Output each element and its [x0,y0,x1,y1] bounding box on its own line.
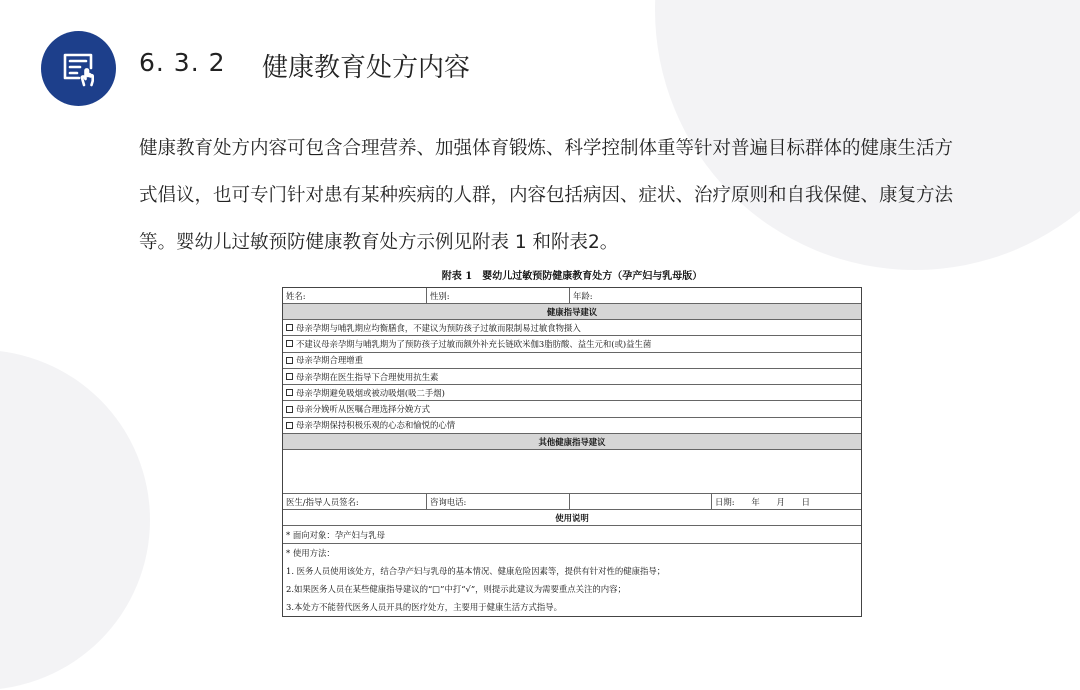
note-target-row [283,526,861,544]
checkbox-icon [286,357,293,364]
section-header-other [283,434,861,450]
list-item [283,418,861,434]
section-label: 其他健康指导建议 [283,434,861,449]
doctor-signature: 医生/指导人员签名: [286,496,359,507]
table-caption: 附表 1 婴幼儿过敏预防健康教育处方（孕产妇与乳母版） [441,271,703,282]
body-line: 健康教育处方内容可包含合理营养、加强体育锻炼、科学控制体重等针对普遍目标群体的健康生活方 [139,138,954,159]
note-method: 2.如果医务人员在某些健康指导建议的“□”中打“√”，则提示此建议为需要重点关注的内容； [286,584,626,595]
info-row [283,288,861,304]
page-title: 健康教育处方内容 [262,53,471,83]
body-line: 等。婴幼儿过敏预防健康教育处方示例见附表 1 和附表2。 [139,232,619,253]
section-header-usage [283,510,861,526]
date-field: 日期: 年 月 日 [711,494,861,509]
checkbox-icon [286,389,293,396]
item-text: 母亲孕期保持积极乐观的心态和愉悦的心情 [296,420,456,431]
section-header-guidance [283,304,861,320]
name-field: 姓名: [286,290,306,301]
item-text: 母亲孕期与哺乳期应均衡膳食，不建议为预防孩子过敏而限制易过敏食物摄入 [296,322,581,333]
checkbox-icon [286,373,293,380]
checkbox-icon [286,324,293,331]
gender-field: 性别: [426,288,569,303]
prescription-form [282,287,862,617]
note-method-row [283,544,861,616]
list-item [283,369,861,385]
checkbox-icon [286,340,293,347]
list-item [283,353,861,369]
list-item [283,336,861,352]
note-method: 1. 医务人员使用该处方，结合孕产妇与乳母的基本情况、健康危险因素等，提供有针对性的健康指导； [286,566,666,577]
phone-field: 咨询电话: [426,494,569,509]
note-method: 3.本处方不能替代医务人员开具的医疗处方，主要用于健康生活方式指导。 [286,602,562,613]
note-target: * 面向对象：孕产妇与乳母 [286,529,385,540]
list-item [283,320,861,336]
list-item [283,401,861,417]
list-item [283,385,861,401]
blank-cell [569,494,711,509]
checkbox-icon [286,422,293,429]
note-method-title: * 使用方法： [286,548,335,559]
background-circle-left [0,350,150,690]
blank-area [283,450,861,494]
section-label: 使用说明 [283,510,861,525]
checkbox-icon [286,406,293,413]
body-paragraph [139,125,1039,266]
item-text: 母亲分娩听从医嘱合理选择分娩方式 [296,404,430,415]
item-text: 母亲孕期在医生指导下合理使用抗生素 [296,371,439,382]
age-field: 年龄: [569,288,861,303]
item-text: 母亲孕期避免吸烟或被动吸烟(吸二手烟) [296,387,445,398]
section-number: 6. 3. 2 [139,48,226,77]
signature-row [283,494,861,510]
item-text: 不建议母亲孕期与哺乳期为了预防孩子过敏而额外补充长链欧米伽3脂肪酸、益生元和(或)益生菌 [296,338,652,349]
item-text: 母亲孕期合理增重 [296,355,363,366]
section-label: 健康指导建议 [283,304,861,319]
body-line: 式倡议，也可专门针对患有某种疾病的人群，内容包括病因、症状、治疗原则和自我保健、康复方法 [139,185,954,206]
document-touch-icon [41,31,116,106]
